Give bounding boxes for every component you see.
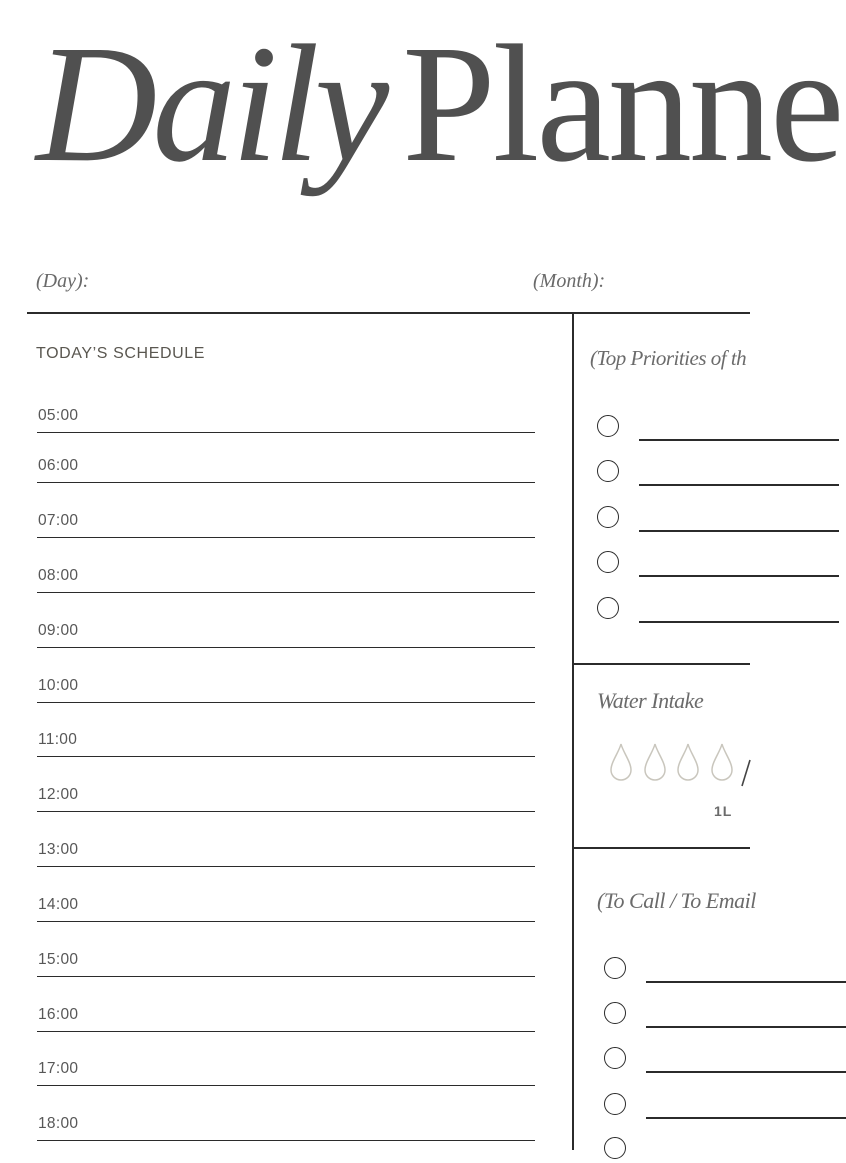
slot-line	[37, 537, 535, 539]
priorities-bottom-divider	[573, 663, 750, 665]
water-drop-icon[interactable]	[709, 742, 735, 782]
checkbox-circle-icon[interactable]	[604, 1002, 626, 1024]
call-item[interactable]	[604, 1137, 804, 1163]
schedule-slot[interactable]	[37, 673, 535, 703]
day-field-label[interactable]: (Day):	[36, 270, 90, 292]
slot-line	[37, 432, 535, 434]
priority-blank-line	[639, 439, 839, 441]
call-item[interactable]	[604, 1002, 804, 1028]
call-blank-line	[646, 1071, 846, 1073]
checkbox-circle-icon[interactable]	[604, 957, 626, 979]
slot-time: 09:00	[38, 622, 79, 639]
slot-line	[37, 702, 535, 704]
slot-time: 12:00	[38, 786, 79, 803]
checkbox-circle-icon[interactable]	[597, 415, 619, 437]
divider-slash-icon	[740, 758, 750, 788]
slot-line	[37, 592, 535, 594]
schedule-slot[interactable]	[37, 1002, 535, 1032]
planner-title	[36, 11, 842, 197]
call-item[interactable]	[604, 1047, 804, 1073]
schedule-slot[interactable]	[37, 618, 535, 648]
slot-time: 06:00	[38, 457, 79, 474]
checkbox-circle-icon[interactable]	[597, 597, 619, 619]
slot-line	[37, 811, 535, 813]
slot-time: 08:00	[38, 567, 79, 584]
schedule-slot[interactable]	[37, 837, 535, 867]
priority-item[interactable]	[597, 460, 797, 486]
slot-time: 11:00	[38, 731, 78, 748]
schedule-slot[interactable]	[37, 727, 535, 757]
slot-line	[37, 647, 535, 649]
water-intake-title: Water Intake	[597, 688, 704, 713]
schedule-slot[interactable]	[37, 892, 535, 922]
title-plain-word: Planne	[402, 11, 842, 197]
schedule-slot[interactable]	[37, 1056, 535, 1086]
checkbox-circle-icon[interactable]	[604, 1093, 626, 1115]
priorities-title: (Top Priorities of th	[590, 346, 747, 370]
schedule-slot[interactable]	[37, 1111, 535, 1141]
call-blank-line	[646, 1117, 846, 1119]
schedule-slot[interactable]	[37, 563, 535, 593]
water-unit-label: 1L	[714, 803, 733, 819]
priority-item[interactable]	[597, 597, 797, 623]
schedule-slot[interactable]	[37, 508, 535, 538]
slot-time: 10:00	[38, 677, 79, 694]
schedule-slot[interactable]	[37, 782, 535, 812]
slot-line	[37, 866, 535, 868]
title-script-word: Daily	[36, 11, 385, 197]
slot-line	[37, 1031, 535, 1033]
call-blank-line	[646, 981, 846, 983]
slot-line	[37, 976, 535, 978]
month-field-label[interactable]: (Month):	[533, 270, 606, 292]
call-blank-line	[646, 1026, 846, 1028]
priority-blank-line	[639, 575, 839, 577]
water-drop-icon[interactable]	[675, 742, 701, 782]
schedule-slot[interactable]	[37, 403, 535, 433]
slot-time: 14:00	[38, 896, 79, 913]
slot-time: 13:00	[38, 841, 79, 858]
slot-time: 05:00	[38, 407, 79, 424]
priority-blank-line	[639, 484, 839, 486]
water-drop-icon[interactable]	[608, 742, 634, 782]
water-bottom-divider	[573, 847, 750, 849]
priority-item[interactable]	[597, 551, 797, 577]
slot-time: 18:00	[38, 1115, 79, 1132]
column-divider	[572, 313, 574, 1150]
calls-title: (To Call / To Email	[597, 888, 756, 913]
checkbox-circle-icon[interactable]	[597, 460, 619, 482]
checkbox-circle-icon[interactable]	[597, 506, 619, 528]
schedule-slot[interactable]	[37, 453, 535, 483]
slot-time: 15:00	[38, 951, 79, 968]
slot-line	[37, 921, 535, 923]
checkbox-circle-icon[interactable]	[597, 551, 619, 573]
call-item[interactable]	[604, 957, 804, 983]
water-drop-icon[interactable]	[642, 742, 668, 782]
slot-time: 07:00	[38, 512, 79, 529]
schedule-heading: TODAY’S SCHEDULE	[36, 345, 206, 362]
slot-time: 16:00	[38, 1006, 79, 1023]
priority-blank-line	[639, 621, 839, 623]
slot-line	[37, 1140, 535, 1142]
slot-line	[37, 482, 535, 484]
priority-item[interactable]	[597, 506, 797, 532]
call-item[interactable]	[604, 1093, 804, 1119]
priority-item[interactable]	[597, 415, 797, 441]
header-divider	[27, 312, 750, 314]
slot-line	[37, 756, 535, 758]
slot-line	[37, 1085, 535, 1087]
schedule-slot[interactable]	[37, 947, 535, 977]
priority-blank-line	[639, 530, 839, 532]
checkbox-circle-icon[interactable]	[604, 1137, 626, 1159]
slot-time: 17:00	[38, 1060, 79, 1077]
checkbox-circle-icon[interactable]	[604, 1047, 626, 1069]
